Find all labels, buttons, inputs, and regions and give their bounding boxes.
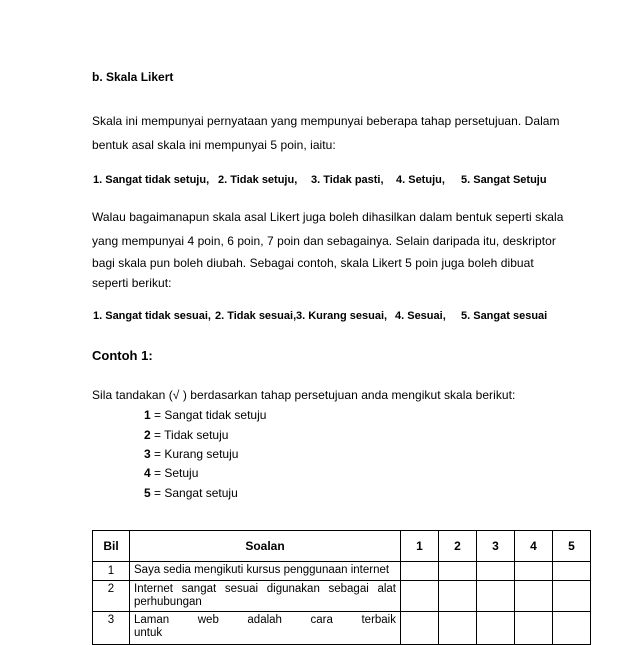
scale-option: 1. Sangat tidak setuju, <box>93 174 210 186</box>
answer-cell[interactable] <box>477 562 515 581</box>
para2-line-4: seperti berikut: <box>92 276 172 290</box>
scale-option: 5. Sangat Setuju <box>461 174 547 186</box>
answer-cell[interactable] <box>401 562 439 581</box>
likert-table <box>92 530 591 645</box>
original-scale-row <box>0 174 638 190</box>
header-scale-4: 4 <box>515 531 553 562</box>
scale-option: 2. Tidak sesuai, <box>215 310 297 322</box>
para2-line-1: Walau bagaimanapun skala asal Likert juga boleh dihasilkan dalam bentuk seperti skala <box>92 210 564 224</box>
header-scale-1: 1 <box>401 531 439 562</box>
table-header-row <box>93 531 591 562</box>
modified-scale-row <box>0 310 638 326</box>
row-number: 1 <box>93 562 130 581</box>
answer-cell[interactable] <box>477 612 515 645</box>
scale-list-item: 3 = Kurang setuju <box>144 447 239 461</box>
scale-option: 2. Tidak setuju, <box>218 174 298 186</box>
header-scale-2: 2 <box>439 531 477 562</box>
scale-list-item: 1 = Sangat tidak setuju <box>144 408 267 422</box>
instruction-text: Sila tandakan (√ ) berdasarkan tahap persetujuan anda mengikut skala berikut: <box>92 388 516 402</box>
scale-option: 1. Sangat tidak sesuai, <box>93 310 211 322</box>
answer-cell[interactable] <box>401 612 439 645</box>
answer-cell[interactable] <box>515 562 553 581</box>
scale-list-item: 4 = Setuju <box>144 466 199 480</box>
table-row <box>93 581 591 612</box>
para2-line-2: yang mempunyai 4 poin, 6 poin, 7 poin dan sebagainya. Selain daripada itu, deskriptor <box>92 234 556 248</box>
answer-cell[interactable] <box>477 581 515 612</box>
answer-cell[interactable] <box>515 612 553 645</box>
table-row <box>93 612 591 645</box>
answer-cell[interactable] <box>553 562 591 581</box>
question-text: Internet sangat sesuai digunakan sebagai alat perhubungan <box>130 581 401 612</box>
answer-cell[interactable] <box>439 612 477 645</box>
intro-line-1: Skala ini mempunyai pernyataan yang mempunyai beberapa tahap persetujuan. Dalam <box>92 114 560 128</box>
header-soalan: Soalan <box>130 531 401 562</box>
example-heading: Contoh 1: <box>92 348 153 363</box>
row-number: 3 <box>93 612 130 645</box>
answer-cell[interactable] <box>439 562 477 581</box>
scale-option: 4. Sesuai, <box>395 310 446 322</box>
table-row <box>93 562 591 581</box>
header-scale-3: 3 <box>477 531 515 562</box>
question-text: Laman web adalah cara terbaik untuk <box>130 612 401 645</box>
scale-list-item: 5 = Sangat setuju <box>144 486 238 500</box>
answer-cell[interactable] <box>401 581 439 612</box>
scale-option: 5. Sangat sesuai <box>461 310 548 322</box>
header-bil: Bil <box>93 531 130 562</box>
intro-line-2: bentuk asal skala ini mempunyai 5 poin, iaitu: <box>92 138 336 152</box>
scale-list-item: 2 = Tidak setuju <box>144 428 229 442</box>
section-heading: b. Skala Likert <box>92 70 174 84</box>
scale-option: 4. Setuju, <box>396 174 445 186</box>
row-number: 2 <box>93 581 130 612</box>
answer-cell[interactable] <box>553 581 591 612</box>
question-text: Saya sedia mengikuti kursus penggunaan internet <box>130 562 401 581</box>
answer-cell[interactable] <box>515 581 553 612</box>
scale-option: 3. Tidak pasti, <box>311 174 384 186</box>
answer-cell[interactable] <box>439 581 477 612</box>
header-scale-5: 5 <box>553 531 591 562</box>
scale-option: 3. Kurang sesuai, <box>296 310 388 322</box>
para2-line-3: bagi skala pun boleh diubah. Sebagai contoh, skala Likert 5 poin juga boleh dibuat <box>92 256 534 270</box>
answer-cell[interactable] <box>553 612 591 645</box>
